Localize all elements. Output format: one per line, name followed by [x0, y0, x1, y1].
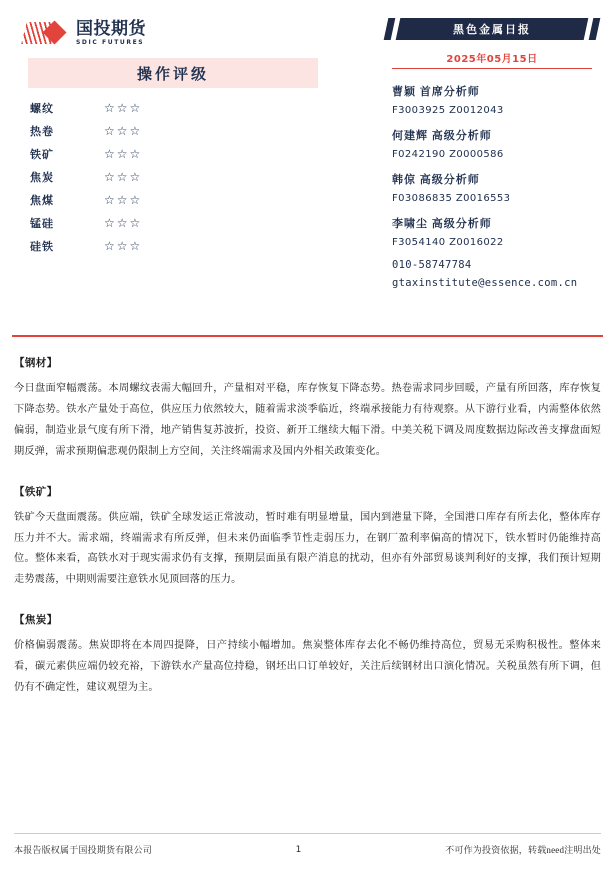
banner-right-accent	[589, 18, 601, 40]
rating-item-name: 铁矿	[30, 148, 54, 161]
analyst-entry	[392, 215, 592, 248]
section-coke	[14, 612, 601, 699]
report-footer	[14, 833, 601, 856]
rating-item-name: 焦煤	[30, 194, 54, 207]
rating-row	[28, 234, 318, 257]
footer-divider	[14, 833, 601, 834]
rating-item-stars: ☆☆☆	[104, 238, 143, 253]
rating-item-name: 锰硅	[30, 217, 54, 230]
logo-name-en: SDIC FUTURES	[76, 38, 145, 46]
logo-text	[76, 18, 146, 46]
rating-item-name: 焦炭	[30, 171, 54, 184]
rating-item-stars: ☆☆☆	[104, 169, 143, 184]
footer-copyright: 本报告版权属于国投期货有限公司	[14, 845, 153, 855]
analyst-license-code: F3054140 Z0016022	[392, 237, 504, 249]
banner-left-accent	[384, 18, 396, 40]
analyst-entry	[392, 83, 592, 116]
footer-disclaimer: 不可作为投资依据，转载need注明出处	[445, 845, 601, 855]
date-underline	[392, 68, 592, 69]
rating-item-stars: ☆☆☆	[104, 123, 143, 138]
operating-rating-panel	[28, 58, 318, 257]
rating-item-stars: ☆☆☆	[104, 192, 143, 207]
rating-row	[28, 119, 318, 142]
report-type-title: 黑色金属日报	[453, 24, 531, 36]
section-heading: 【铁矿】	[14, 486, 58, 498]
analyst-name: 李啸尘 高级分析师	[392, 218, 492, 231]
rating-title-bar	[28, 58, 318, 88]
rating-title: 操作评级	[136, 66, 209, 83]
section-iron-ore	[14, 484, 601, 592]
rating-item-name: 硅铁	[30, 240, 54, 253]
analyst-entry	[392, 171, 592, 204]
company-logo	[24, 16, 146, 50]
contact-phone: 010-58747784	[392, 259, 472, 272]
section-steel	[14, 355, 601, 463]
report-date: 2025年05月15日	[446, 54, 538, 65]
footer-row	[14, 843, 601, 856]
analyst-license-code: F03086835 Z0016553	[392, 193, 511, 205]
section-paragraph: 铁矿今天盘面震荡。供应端，铁矿全球发运正常波动，暂时难有明显增量，国内到港量下降，全国港口库存有所去化，整体库存压力并不大。需求端，终端需求有所反弹，但未来仍面临季节性走弱压力，在钢厂盈利率偏高的情况下，铁水暂时仍能维持高位。整体来看，高铁水对于现实需求仍有支撑，预期层面虽有限产消息的扰动，但亦有外部贸易谈判利好的支撑，我们预计短期走势震荡，中期则需要注意铁水见顶回落的压力。	[14, 511, 601, 586]
analyst-license-code: F0242190 Z0000586	[392, 149, 504, 161]
rating-row	[28, 211, 318, 234]
rating-item-name: 热卷	[30, 125, 54, 138]
rating-row	[28, 142, 318, 165]
section-paragraph: 价格偏弱震荡。焦炭即将在本周四提降，日产持续小幅增加。焦炭整体库存去化不畅仍维持高位，贸易无采购积极性。整体来看，碳元素供应端仍较充裕，下游铁水产量高位持稳，钢坯出口订单较好，关注后续钢材出口演化情况。关税虽然有所下调，但仍有不确定性，建议观望为主。	[14, 640, 601, 694]
analyst-entry	[392, 127, 592, 160]
section-paragraph: 今日盘面窄幅震荡。本周螺纹表需大幅回升，产量相对平稳，库存恢复下降态势。热卷需求同步回暖，产量有所回落，库存恢复下降态势。铁水产量处于高位，供应压力依然较大，随着需求淡季临近，终端承接能力有待观察。从下游行业看，内需整体依然偏弱，制造业景气度有所下滑，地产销售复苏波折，投资、新开工继续大幅下滑。中美关税下调及周度数据边际改善支撑盘面短期反弹，需求预期偏悲观仍限制上方空间，关注终端需求及国内外相关政策变化。	[14, 383, 601, 457]
rating-item-stars: ☆☆☆	[104, 215, 143, 230]
report-content	[14, 355, 601, 720]
rating-row	[28, 188, 318, 211]
contact-email[interactable]: gtaxinstitute@essence.com.cn	[392, 277, 578, 290]
analyst-license-code: F3003925 Z0012043	[392, 105, 504, 117]
header-divider	[12, 335, 603, 337]
contact-block	[392, 259, 592, 289]
report-header	[0, 0, 615, 340]
rating-row	[28, 165, 318, 188]
analyst-name: 韩倞 高级分析师	[392, 174, 480, 187]
rating-item-stars: ☆☆☆	[104, 146, 143, 161]
section-heading: 【钢材】	[14, 358, 58, 369]
rating-item-name: 螺纹	[30, 102, 54, 115]
header-right-column	[392, 18, 592, 295]
report-type-banner	[396, 18, 589, 40]
rating-rows	[28, 96, 318, 257]
section-heading: 【焦炭】	[14, 615, 58, 627]
analyst-list	[392, 83, 592, 248]
rating-row	[28, 96, 318, 119]
analyst-name: 曹颖 首席分析师	[392, 86, 480, 99]
analyst-name: 何建辉 高级分析师	[392, 130, 492, 143]
logo-name-cn: 国投期货	[76, 18, 146, 39]
logo-mark-icon	[24, 20, 70, 46]
rating-item-stars: ☆☆☆	[104, 100, 143, 115]
footer-page-number: 1	[295, 844, 302, 855]
